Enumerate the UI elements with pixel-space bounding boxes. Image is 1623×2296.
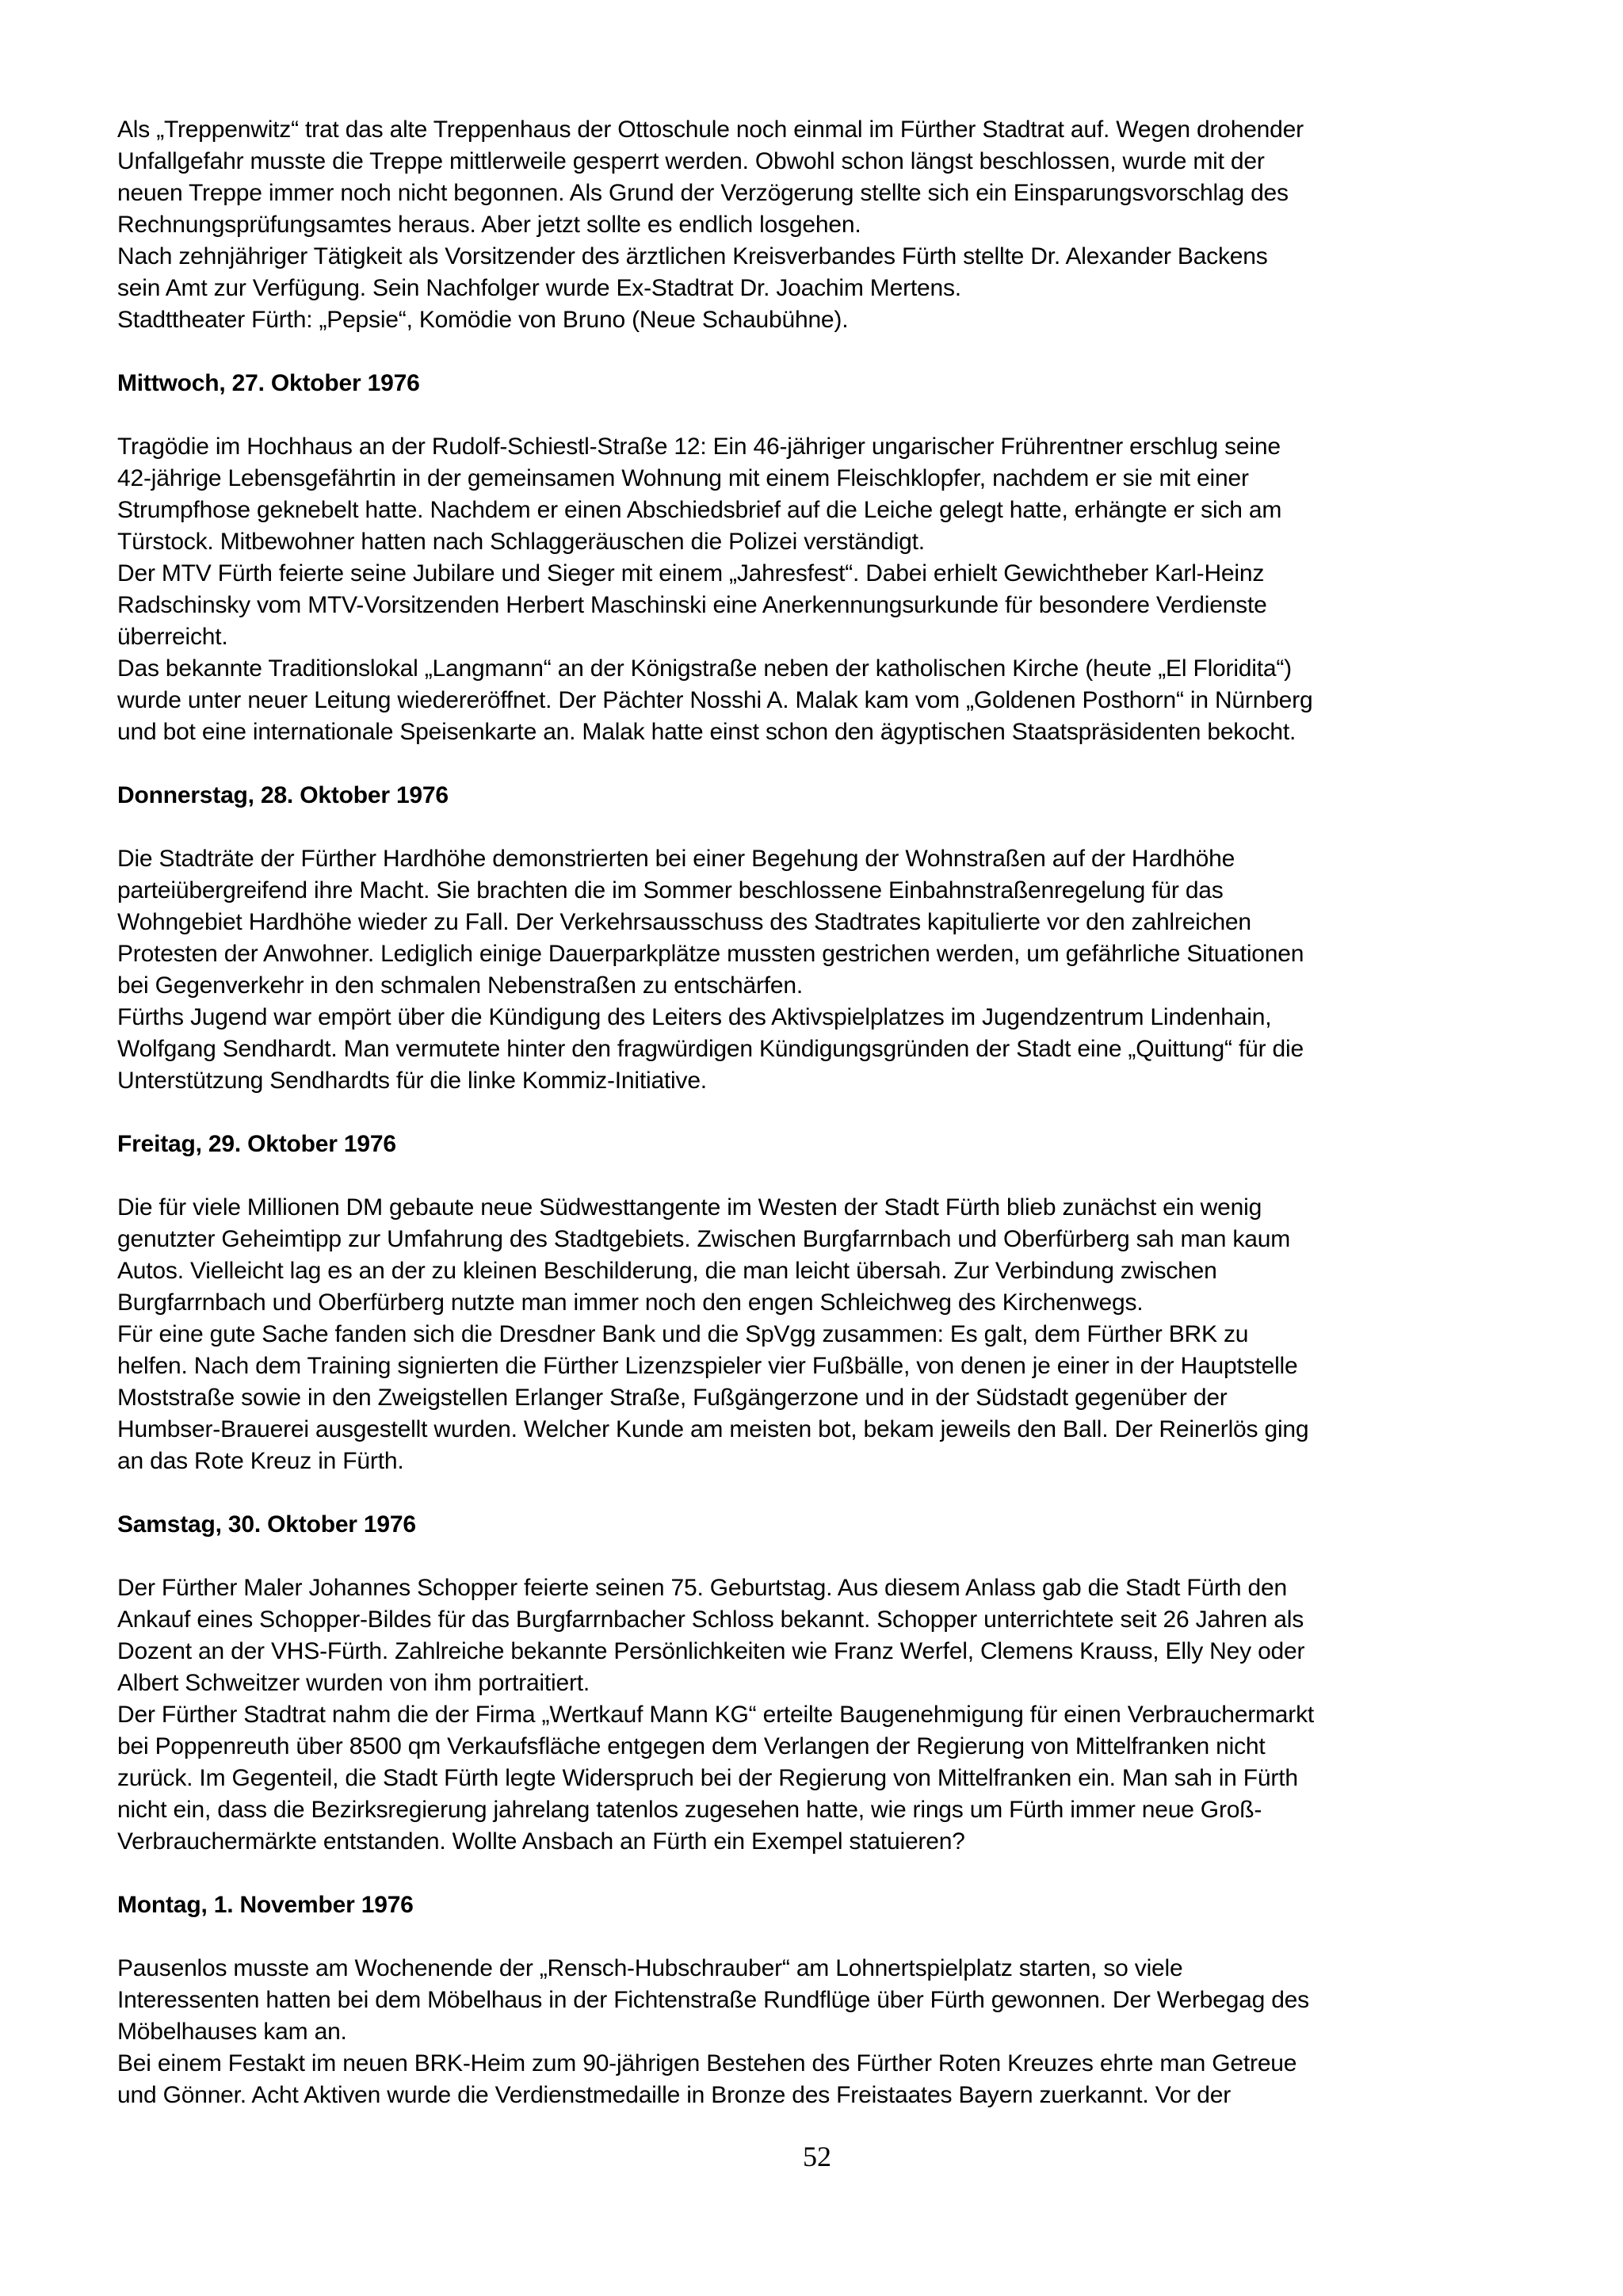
- text-line: bei Poppenreuth über 8500 qm Verkaufsfläche entgegen dem Verlangen der Regierung von Mittelfranken nicht: [117, 1733, 1266, 1759]
- text-line: Der MTV Fürth feierte seine Jubilare und Sieger mit einem „Jahresfest“. Dabei erhielt Gewichtheber Karl-Heinz: [117, 560, 1265, 586]
- text-line: Stadttheater Fürth: „Pepsie“, Komödie von Bruno (Neue Schaubühne).: [117, 307, 849, 333]
- paragraph: [117, 1319, 1536, 1477]
- text-line: Nach zehnjähriger Tätigkeit als Vorsitzender des ärztlichen Kreisverbandes Fürth stellte Dr. Alexander Backens: [117, 243, 1268, 269]
- text-line: überreicht.: [117, 624, 228, 650]
- paragraph: [117, 1699, 1536, 1858]
- text-line: Dozent an der VHS-Fürth. Zahlreiche bekannte Persönlichkeiten wie Franz Werfel, Clemens Krauss, Elly Ney oder: [117, 1638, 1305, 1664]
- text-line: sein Amt zur Verfügung. Sein Nachfolger wurde Ex-Stadtrat Dr. Joachim Mertens.: [117, 275, 961, 301]
- day-section: [117, 780, 1536, 1097]
- text-line: bei Gegenverkehr in den schmalen Nebenstraßen zu entschärfen.: [117, 972, 803, 999]
- text-line: Humbser-Brauerei ausgestellt wurden. Welcher Kunde am meisten bot, bekam jeweils den Ball. Der Reinerlös ging: [117, 1416, 1309, 1442]
- day-section: [117, 368, 1536, 748]
- section-heading: Montag, 1. November 1976: [117, 1892, 414, 1918]
- text-line: Albert Schweitzer wurden von ihm portraitiert.: [117, 1670, 590, 1696]
- text-line: Fürths Jugend war empört über die Kündigung des Leiters des Aktivspielplatzes im Jugendzentrum Lindenhain,: [117, 1004, 1272, 1030]
- text-line: Die Stadträte der Fürther Hardhöhe demonstrierten bei einer Begehung der Wohnstraßen auf der Hardhöhe: [117, 846, 1235, 872]
- text-line: Strumpfhose geknebelt hatte. Nachdem er einen Abschiedsbrief auf die Leiche gelegt hatte, erhängte er sich am: [117, 497, 1282, 523]
- paragraph: [117, 653, 1536, 748]
- day-section: [117, 1129, 1536, 1477]
- text-line: Ankauf eines Schopper-Bildes für das Burgfarrnbacher Schloss bekannt. Schopper unterrichtete seit 26 Jahren als: [117, 1606, 1304, 1633]
- text-line: genutzter Geheimtipp zur Umfahrung des Stadtgebiets. Zwischen Burgfarrnbach und Oberfürberg sah man kaum: [117, 1226, 1290, 1252]
- text-line: Für eine gute Sache fanden sich die Dresdner Bank und die SpVgg zusammen: Es galt, dem Fürther BRK zu: [117, 1321, 1249, 1347]
- text-line: Als „Treppenwitz“ trat das alte Treppenhaus der Ottoschule noch einmal im Fürther Stadtrat auf. Wegen drohender: [117, 117, 1304, 143]
- section-heading: Donnerstag, 28. Oktober 1976: [117, 782, 449, 808]
- text-line: Rechnungsprüfungsamtes heraus. Aber jetzt sollte es endlich losgehen.: [117, 212, 861, 238]
- paragraph: [117, 558, 1536, 653]
- section-heading: Mittwoch, 27. Oktober 1976: [117, 370, 420, 396]
- paragraph: [117, 2048, 1536, 2111]
- text-line: Radschinsky vom MTV-Vorsitzenden Herbert Maschinski eine Anerkennungsurkunde für besondere Verdienste: [117, 592, 1267, 618]
- text-line: wurde unter neuer Leitung wiedereröffnet. Der Pächter Nosshi A. Malak kam vom „Goldenen Posthorn“ in Nürnberg: [117, 687, 1313, 713]
- text-line: an das Rote Kreuz in Fürth.: [117, 1448, 404, 1474]
- text-line: 42-jährige Lebensgefährtin in der gemeinsamen Wohnung mit einem Fleischklopfer, nachdem er sie mit einer: [117, 465, 1249, 491]
- text-line: Der Fürther Stadtrat nahm die der Firma „Wertkauf Mann KG“ erteilte Baugenehmigung für einen Verbrauchermarkt: [117, 1702, 1315, 1728]
- text-line: Interessenten hatten bei dem Möbelhaus in der Fichtenstraße Rundflüge über Fürth gewonnen. Der Werbegag des: [117, 1987, 1309, 2013]
- text-line: Burgfarrnbach und Oberfürberg nutzte man immer noch den engen Schleichweg des Kirchenwegs.: [117, 1289, 1144, 1316]
- paragraph: [117, 304, 1536, 336]
- text-line: Unfallgefahr musste die Treppe mittlerweile gesperrt werden. Obwohl schon längst beschlossen, wurde mit der: [117, 148, 1265, 174]
- day-section: [117, 1509, 1536, 1858]
- text-line: Möbelhauses kam an.: [117, 2019, 347, 2045]
- text-line: Wolfgang Sendhardt. Man vermutete hinter den fragwürdigen Kündigungsgründen der Stadt eine „Quittung“ für die: [117, 1036, 1304, 1062]
- paragraph: [117, 431, 1536, 558]
- text-line: Protesten der Anwohner. Lediglich einige Dauerparkplätze mussten gestrichen werden, um gefährliche Situationen: [117, 941, 1304, 967]
- text-line: Die für viele Millionen DM gebaute neue Südwesttangente im Westen der Stadt Fürth blieb zunächst ein wenig: [117, 1194, 1262, 1221]
- text-line: Pausenlos musste am Wochenende der „Rensch-Hubschrauber“ am Lohnertspielplatz starten, so viele: [117, 1955, 1183, 1981]
- text-line: Unterstützung Sendhardts für die linke Kommiz-Initiative.: [117, 1068, 707, 1094]
- text-line: und bot eine internationale Speisenkarte an. Malak hatte einst schon den ägyptischen Staatspräsidenten bekocht.: [117, 719, 1296, 745]
- section-heading: Freitag, 29. Oktober 1976: [117, 1131, 396, 1157]
- paragraph: [117, 114, 1536, 241]
- section-heading: Samstag, 30. Oktober 1976: [117, 1511, 416, 1538]
- text-line: Das bekannte Traditionslokal „Langmann“ an der Königstraße neben der katholischen Kirche (heute „El Floridita“): [117, 655, 1292, 682]
- text-line: zurück. Im Gegenteil, die Stadt Fürth legte Widerspruch bei der Regierung von Mittelfranken ein. Man sah in Fürth: [117, 1765, 1298, 1791]
- text-line: helfen. Nach dem Training signierten die Fürther Lizenzspieler vier Fußbälle, von denen je einer in der Hauptstelle: [117, 1353, 1298, 1379]
- day-section: [117, 1889, 1536, 2111]
- text-line: Tragödie im Hochhaus an der Rudolf-Schiestl-Straße 12: Ein 46-jähriger ungarischer Frührentner erschlug seine: [117, 434, 1281, 460]
- paragraph: [117, 1002, 1536, 1097]
- paragraph: [117, 843, 1536, 1002]
- text-line: Wohngebiet Hardhöhe wieder zu Fall. Der Verkehrsausschuss des Stadtrates kapitulierte vor den zahlreichen: [117, 909, 1251, 935]
- text-line: und Gönner. Acht Aktiven wurde die Verdienstmedaille in Bronze des Freistaates Bayern zuerkannt. Vor der: [117, 2082, 1232, 2108]
- text-line: Autos. Vielleicht lag es an der zu kleinen Beschilderung, die man leicht übersah. Zur Verbindung zwischen: [117, 1258, 1217, 1284]
- text-line: Moststraße sowie in den Zweigstellen Erlanger Straße, Fußgängerzone und in der Südstadt gegenüber der: [117, 1385, 1228, 1411]
- paragraph: [117, 1192, 1536, 1319]
- text-line: Bei einem Festakt im neuen BRK-Heim zum 90-jährigen Bestehen des Fürther Roten Kreuzes ehrte man Getreue: [117, 2050, 1297, 2076]
- text-line: Verbrauchermärkte entstanden. Wollte Ansbach an Fürth ein Exempel statuieren?: [117, 1828, 965, 1855]
- text-line: Türstock. Mitbewohner hatten nach Schlaggeräuschen die Polizei verständigt.: [117, 529, 925, 555]
- text-line: neuen Treppe immer noch nicht begonnen. Als Grund der Verzögerung stellte sich ein Einsparungsvorschlag des: [117, 180, 1289, 206]
- text-line: parteiübergreifend ihre Macht. Sie brachten die im Sommer beschlossene Einbahnstraßenregelung für das: [117, 877, 1224, 904]
- text-line: nicht ein, dass die Bezirksregierung jahrelang tatenlos zugesehen hatte, wie rings um Fürth immer neue Groß-: [117, 1797, 1262, 1823]
- paragraph: [117, 241, 1536, 304]
- intro-section: [117, 114, 1536, 336]
- paragraph: [117, 1953, 1536, 2048]
- document-page: [117, 114, 1536, 2111]
- page-number: 52: [803, 2141, 831, 2172]
- text-line: Der Fürther Maler Johannes Schopper feierte seinen 75. Geburtstag. Aus diesem Anlass gab die Stadt Fürth den: [117, 1575, 1287, 1601]
- paragraph: [117, 1572, 1536, 1699]
